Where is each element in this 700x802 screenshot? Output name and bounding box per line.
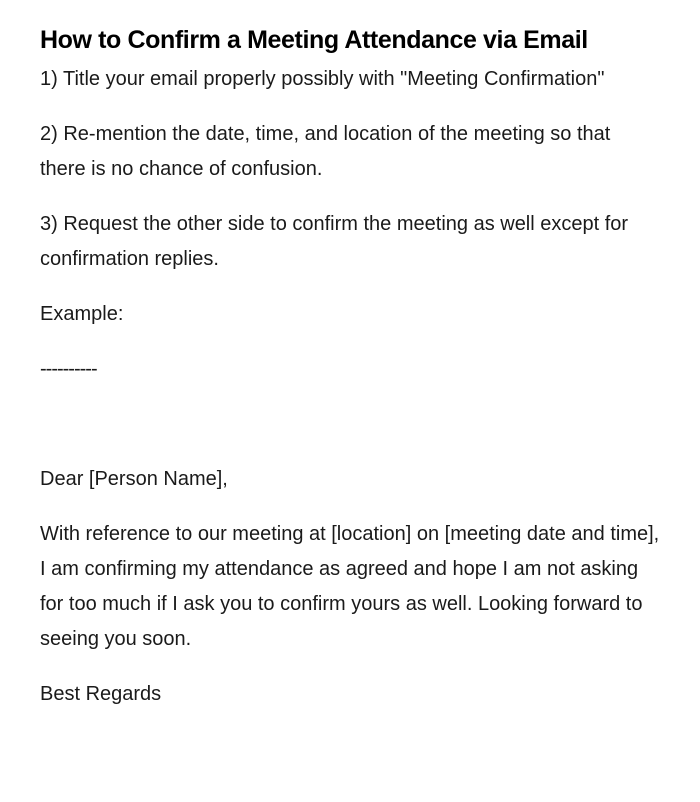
step-1: 1) Title your email properly possibly with "Meeting Confirmation": [40, 68, 605, 90]
letter-salutation: Dear [Person Name],: [40, 468, 228, 490]
step-3: 3) Request the other side to confirm the meeting as well except for confirmation replies.: [40, 213, 629, 270]
blank-space: [40, 407, 660, 462]
separator-line: ----------: [40, 358, 97, 380]
letter-body: With reference to our meeting at [location] on [meeting date and time], I am confirming my attendance as agreed and hope I am not asking for too much if I ask you to confirm yours as well. Looking forward to seeing you soon.: [40, 523, 660, 650]
page-title: How to Confirm a Meeting Attendance via Email: [40, 26, 588, 54]
example-label: Example:: [40, 303, 124, 325]
step-2: 2) Re-mention the date, time, and location of the meeting so that there is no chance of confusion.: [40, 123, 611, 180]
letter-closing: Best Regards: [40, 683, 162, 705]
